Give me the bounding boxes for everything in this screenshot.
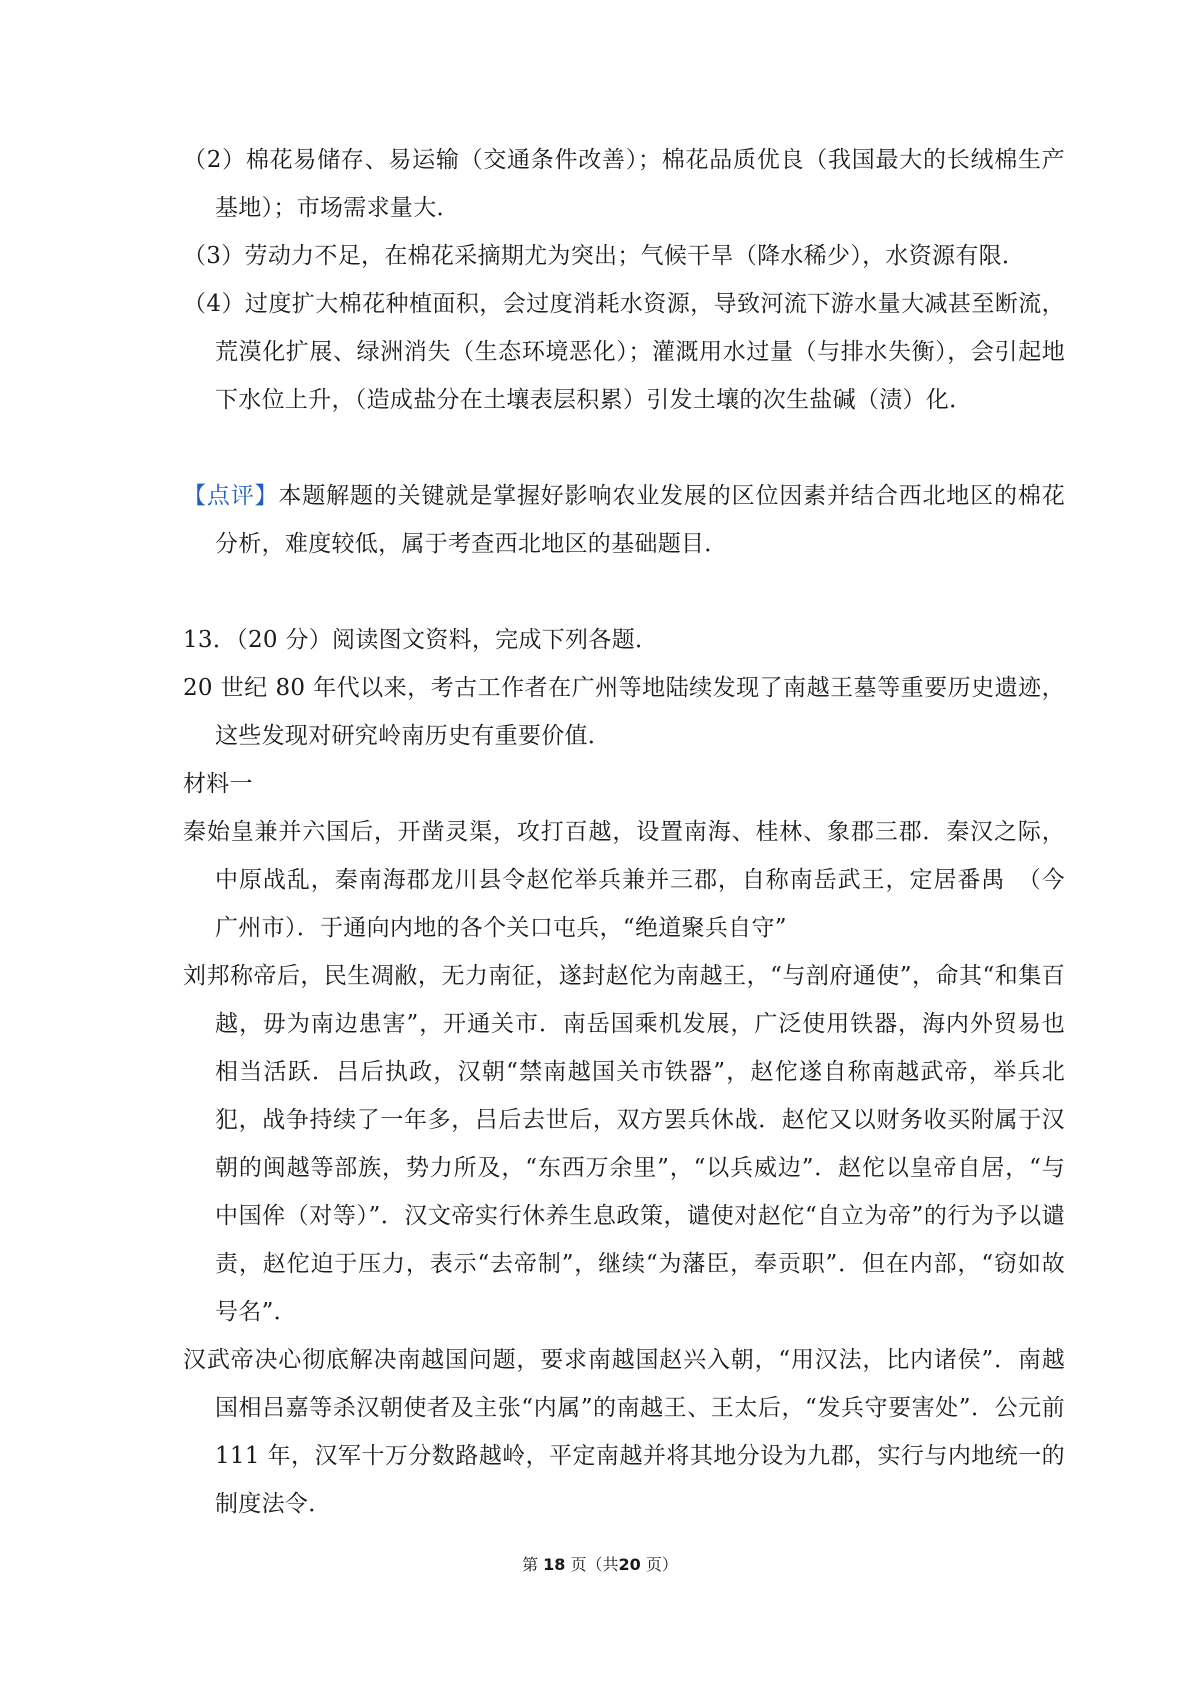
question-13-intro: 20 世纪 80 年代以来，考古工作者在广州等地陆续发现了南越王墓等重要历史遗迹，这些发现对研究岭南历史有重要价值． bbox=[183, 675, 1065, 749]
answer-3: （3）劳动力不足，在棉花采摘期尤为突出；气候干旱（降水稀少），水资源有限． bbox=[183, 243, 1026, 269]
answer-4: （4）过度扩大棉花种植面积，会过度消耗水资源，导致河流下游水量大减甚至断流，荒漠化扩展、绿洲消失（生态环境恶化）；灌溉用水过量（与排水失衡），会引起地下水位上升，（造成盐分在土壤表层积累）引发土壤的次生盐碱（渍）化． bbox=[183, 291, 1065, 413]
footer-suffix: 页） bbox=[645, 1555, 678, 1574]
footer-total-pages: 20 bbox=[618, 1555, 641, 1574]
material-paragraph-2: 刘邦称帝后，民生凋敝，无力南征，遂封赵佗为南越王，“与剖府通使”，命其“和集百越，毋为南边患害”，开通关市．南岳国乘机发展，广泛使用铁器，海内外贸易也相当活跃．吕后执政，汉朝“禁南越国关市铁器”，赵佗遂自称南越武帝，举兵北犯，战争持续了一年多，吕后去世后，双方罢兵休战．赵佗又以财务收买附属于汉朝的闽越等部族，势力所及，“东西万余里”，“以兵威边”．赵佗以皇帝自居，“与中国侔（对等）”．汉文帝实行休养生息政策，谴使对赵佗“自立为帝”的行为予以谴责，赵佗迫于压力，表示“去帝制”，继续“为藩臣，奉贡职”．但在内部，“窃如故号名”． bbox=[183, 963, 1065, 1325]
comment-tag: 【点评】 bbox=[183, 483, 279, 509]
answer-2: （2）棉花易储存、易运输（交通条件改善）；棉花品质优良（我国最大的长绒棉生产基地）；市场需求量大． bbox=[183, 147, 1065, 221]
comment-text: 本题解题的关键就是掌握好影响农业发展的区位因素并结合西北地区的棉花分析，难度较低，属于考查西北地区的基础题目． bbox=[215, 483, 1066, 557]
footer-prefix: 第 bbox=[522, 1555, 539, 1574]
question-13-title: 13．（20 分）阅读图文资料，完成下列各题． bbox=[183, 627, 659, 653]
footer-page-number: 18 bbox=[543, 1555, 566, 1574]
material-label: 材料一 bbox=[183, 771, 253, 797]
material-paragraph-1: 秦始皇兼并六国后，开凿灵渠，攻打百越，设置南海、桂林、象郡三郡．秦汉之际，中原战乱，秦南海郡龙川县令赵佗举兵兼并三郡，自称南岳武王，定居番禺 （今广州市）．于通向内地的各个关口屯兵，“绝道聚兵自守” bbox=[183, 819, 1065, 941]
page-footer bbox=[0, 1553, 1200, 1577]
material-paragraph-3: 汉武帝决心彻底解决南越国问题，要求南越国赵兴入朝，“用汉法，比内诸侯”．南越国相吕嘉等杀汉朝使者及主张“内属”的南越王、王太后，“发兵守要害处”．公元前 111 年，汉军十万分数路越岭，平定南越并将其地分设为九郡，实行与内地统一的制度法令． bbox=[183, 1347, 1065, 1517]
footer-middle: 页（共 bbox=[570, 1555, 619, 1574]
comment-paragraph bbox=[183, 472, 1065, 568]
